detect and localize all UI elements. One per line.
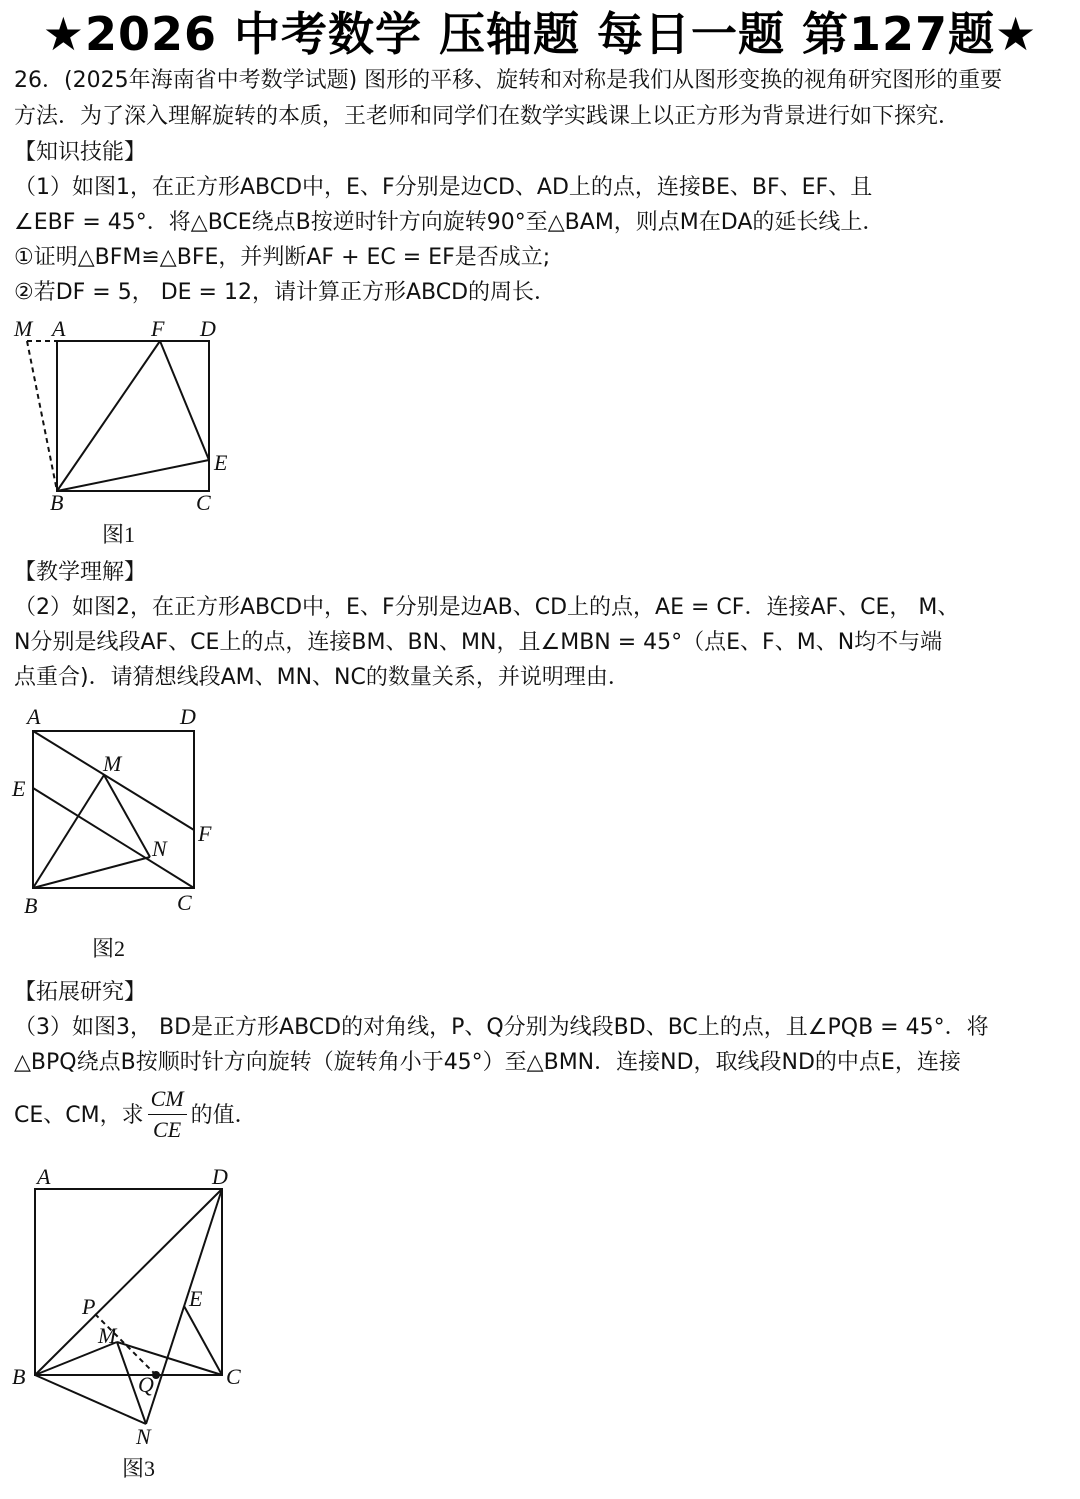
fig2-label-d: D: [180, 704, 196, 729]
fig1-label-e: E: [214, 450, 228, 475]
fig2-label-m: M: [103, 751, 122, 776]
section3-line3: [14, 1084, 257, 1150]
section2-line1: （2）如图2，在正方形ABCD中，E、F分别是边AB、CD上的点，AE = CF．连接AF、CE， M、: [14, 595, 960, 620]
fig3-label-p: P: [82, 1294, 96, 1319]
fig1-segment-mb: [27, 341, 57, 491]
section3-line3-pre: CE、CM，求: [14, 1103, 144, 1128]
fig2-label-n: N: [152, 836, 167, 861]
fig2-caption: 图2: [92, 936, 126, 961]
section1-line2: ∠EBF = 45°．将△BCE绕点B按逆时针方向旋转90°至△BAM，则点M在DA的延长线上．: [14, 210, 885, 235]
section1-question2: ②若DF = 5， DE = 12，请计算正方形ABCD的周长．: [14, 280, 557, 305]
fig3-label-a: A: [37, 1164, 51, 1189]
section1-line1: （1）如图1，在正方形ABCD中，E、F分别是边CD、AD上的点，连接BE、BF、EF、且: [14, 175, 873, 200]
fig3-segment-bn: [35, 1375, 146, 1424]
fig1-segment-bf: [57, 341, 160, 491]
fig1-caption: 图1: [102, 522, 136, 547]
section3-line2: △BPQ绕点B按顺时针方向旋转（旋转角小于45°）至△BMN．连接ND，取线段ND的中点E，连接: [14, 1050, 961, 1075]
fig2-segment-ce: [33, 788, 194, 888]
section3-line1: （3）如图3， BD是正方形ABCD的对角线，P、Q分别为线段BD、BC上的点，且∠PQB = 45°．将: [14, 1015, 989, 1040]
page-title: ★2026 中考数学 压轴题 每日一题 第127题★: [42, 7, 1038, 61]
fig3-label-c: C: [226, 1364, 241, 1389]
fraction-numerator: CM: [148, 1084, 187, 1115]
section2-line2: N分别是线段AF、CE上的点，连接BM、BN、MN，且∠MBN = 45°（点E、F、M、N均不与端: [14, 630, 943, 655]
section1-heading: 【知识技能】: [14, 140, 147, 165]
fig2-label-c: C: [177, 890, 192, 915]
section3-line3-post: 的值．: [190, 1103, 257, 1128]
fig1-label-f: F: [151, 316, 165, 341]
fig2-label-f: F: [198, 821, 212, 846]
fig1-segment-be: [57, 460, 209, 491]
fig1-label-m: M: [14, 316, 33, 341]
section1-question1: ①证明△BFM≌△BFE，并判断AF + EC = EF是否成立;: [14, 245, 551, 270]
fig1-label-a: A: [52, 316, 66, 341]
fig1-label-b: B: [50, 490, 64, 515]
fig1-square: [57, 341, 209, 491]
section2-line3: 点重合)．请猜想线段AM、MN、NC的数量关系，并说明理由．: [14, 665, 630, 690]
fig3-label-q: Q: [138, 1372, 154, 1397]
cm-ce-fraction: [148, 1084, 187, 1145]
figure-3: [0, 1158, 270, 1488]
fraction-denominator: CE: [153, 1117, 182, 1142]
fig2-label-e: E: [12, 776, 26, 801]
fig1-label-d: D: [200, 316, 216, 341]
fig3-label-b: B: [12, 1364, 26, 1389]
fig2-segment-mn: [104, 775, 150, 857]
section2-heading: 【教学理解】: [14, 560, 147, 585]
problem-intro-line2: 方法．为了深入理解旋转的本质，王老师和同学们在数学实践课上以正方形为背景进行如下探究．: [14, 104, 961, 129]
fig2-label-b: B: [24, 893, 38, 918]
fig3-label-m: M: [98, 1323, 117, 1348]
fig2-label-a: A: [27, 704, 41, 729]
fig3-caption: 图3: [122, 1456, 156, 1481]
problem-intro-line1: 26．(2025年海南省中考数学试题) 图形的平移、旋转和对称是我们从图形变换的视角研究图形的重要: [14, 68, 1003, 93]
fig3-label-d: D: [212, 1164, 228, 1189]
figure-2: [0, 700, 240, 970]
fig1-segment-ef: [160, 341, 209, 460]
fig3-label-e: E: [189, 1286, 203, 1311]
figure-1: [0, 310, 260, 550]
section3-heading: 【拓展研究】: [14, 980, 147, 1005]
fig1-label-c: C: [196, 490, 211, 515]
fig2-segment-af: [33, 731, 194, 830]
fig3-label-n: N: [136, 1424, 151, 1449]
